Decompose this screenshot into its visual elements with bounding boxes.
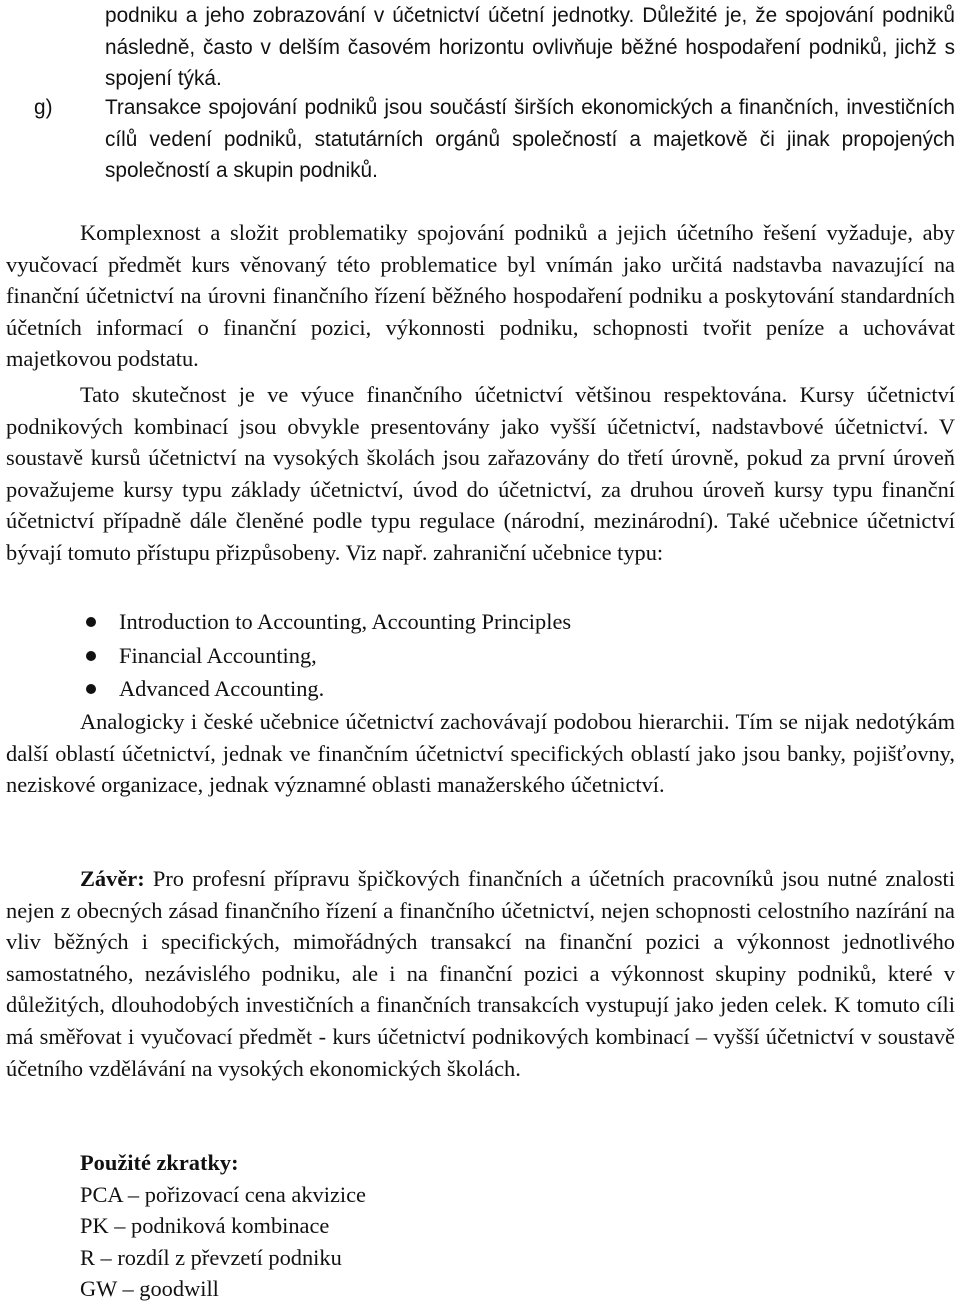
paragraph-teaching-text: Tato skutečnost je ve výuce finančního účetnictví většinou respektována. Kursy účetnictví podnikových kombinací jsou obvykle presentovány jako vyšší účetnictví, nadstavbové účetnictví. V soustavě kursů účetnictví na vysokých školách jsou zařazovány do třetí úrovně, pokud za první úroveň považujeme kursy typu základy účetnictví, úvod do účetnictví, za druhou úroveň kursy typu finanční účetnictví případně dále členěné podle typu regulace (národní, mezinárodní). Také učebnice účetnictví bývají tomuto přístupu přizpůsobeny. Viz např. zahraniční učebnice typu:	[6, 382, 955, 565]
list-item-g-text: Transakce spojování podniků jsou součástí širších ekonomických a finančních, investičních cílů vedení podniků, statutárních orgánů společností a majetkově či jinak propojených společností a skupin podniků.	[105, 96, 955, 183]
textbook-title: Introduction to Accounting, Accounting Principles	[119, 609, 572, 634]
list-item-g	[0, 92, 955, 187]
conclusion	[6, 863, 955, 1084]
paragraph-teaching	[6, 379, 955, 569]
bullet-icon	[86, 651, 96, 661]
paragraph-complexity-text: Komplexnost a složit problematiky spojování podniků a jejich účetního řešení vyžaduje, aby vyučovací předmět kurs věnovaný této problematice byl vnímán jako určitá nadstavba navazující na finanční účetnictví na úrovni finančního řízení běžného hospodaření podniku a poskytování standardních účetních informací o finanční pozici, výkonnosti podniku, schopnosti tvořit peníze a uchovávat majetkovou podstatu.	[6, 220, 955, 372]
abbreviation-item: GW – goodwill	[80, 1276, 219, 1301]
abbreviations	[80, 1147, 955, 1305]
list-item	[6, 639, 955, 673]
bullet-icon	[86, 617, 96, 627]
paragraph-hierarchy-text: Analogicky i české učebnice účetnictví zachovávají podobou hierarchii. Tím se nijak nedotýkám další oblastí účetnictví, jednak ve finančním účetnictví specifických oblastí jako jsou banky, pojišťovny, neziskové organizace, jednak významné oblasti manažerského účetnictví.	[6, 709, 955, 798]
paragraph-hierarchy	[6, 706, 955, 801]
list-item	[6, 605, 955, 639]
abbreviations-heading: Použité zkratky:	[80, 1150, 239, 1175]
list-continuation	[105, 0, 955, 95]
conclusion-label: Závěr:	[80, 866, 145, 891]
abbreviation-item: PK – podniková kombinace	[80, 1213, 330, 1238]
list-item	[6, 672, 955, 706]
abbreviation-item: R – rozdíl z převzetí podniku	[80, 1244, 342, 1270]
list-marker-g: g)	[34, 96, 53, 119]
conclusion-text: Pro profesní přípravu špičkových finančních a účetních pracovníků jsou nutné znalosti nejen z obecných zásad finančního řízení a finančního účetnictví, nejen schopnosti celostního nazírání na vliv běžných i specifických, mimořádných transakcí na finanční pozici a výkonnost jednotlivého samostatného, nezávislého podniku, ale i na finanční pozici a výkonnost skupiny podniků, které v důležitých, dlouhodobých investičních a finančních transakcích vystupují jako jeden celek. K tomuto cíli má směřovat i vyučovací předmět - kurs účetnictví podnikových kombinací – vyšší účetnictví v soustavě účetního vzdělávání na vysokých ekonomických školách.	[6, 866, 955, 1081]
textbook-title: Financial Accounting,	[119, 642, 317, 668]
abbreviation-item: PCA – pořizovací cena akvizice	[80, 1181, 366, 1207]
bullet-icon	[86, 684, 96, 694]
conclusion-paragraph	[6, 863, 955, 1084]
continuation-text: podniku a jeho zobrazování v účetnictví účetní jednotky. Důležité je, že spojování podniků následně, často v delším časovém horizontu ovlivňuje běžné hospodaření podniků, jichž s spojení týká.	[105, 4, 955, 91]
paragraph-complexity	[6, 217, 955, 375]
textbook-list	[6, 605, 955, 706]
textbook-title: Advanced Accounting.	[119, 676, 325, 701]
